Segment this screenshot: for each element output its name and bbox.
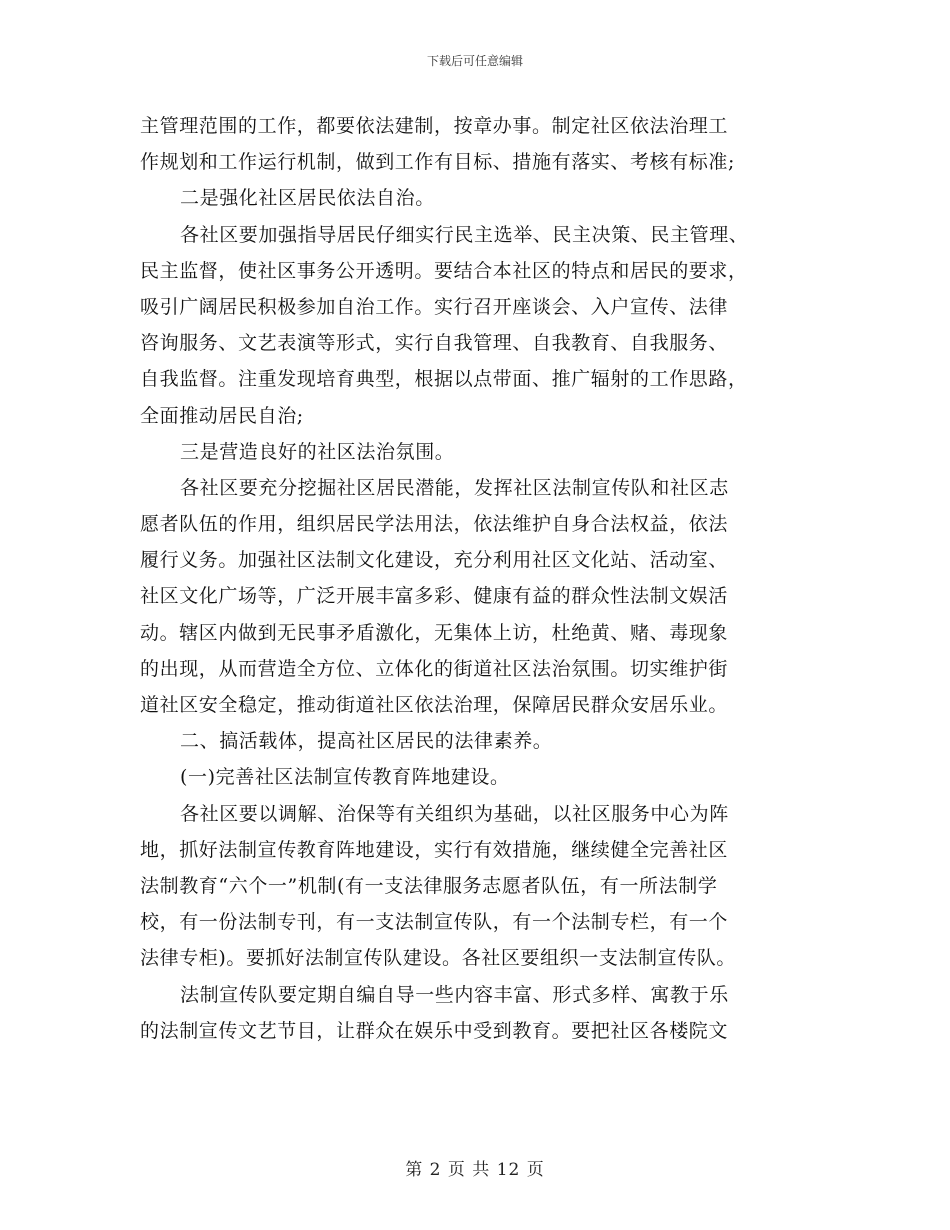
page-number: 第 2 页 共 12 页: [405, 1160, 545, 1180]
document-body: [140, 108, 810, 1049]
text-line: 作规划和工作运行机制，做到工作有目标、措施有落实、考核有标准;: [140, 151, 736, 174]
text-line: 自我监督。注重发现培育典型，根据以点带面、推广辐射的工作思路，: [140, 368, 748, 391]
text-line: 社区文化广场等，广泛开展丰富多彩、健康有益的群众性法制文娱活: [140, 585, 729, 608]
text-line: 法律专柜)。要抓好法制宣传队建设。各社区要组织一支法制宣传队。: [140, 947, 737, 970]
text-line: (一)完善社区法制宣传教育阵地建设。: [180, 766, 510, 789]
text-line: 各社区要加强指导居民仔细实行民主选举、民主决策、民主管理、: [180, 223, 749, 246]
text-line: 各社区要充分挖掘社区居民潜能，发挥社区法制宣传队和社区志: [180, 476, 729, 499]
text-line: 履行义务。加强社区法制文化建设，充分利用社区文化站、活动室、: [140, 549, 729, 572]
text-line: 民主监督，使社区事务公开透明。要结合本社区的特点和居民的要求，: [140, 259, 748, 282]
text-line: 校，有一份法制专刊，有一支法制宣传队，有一个法制专栏，有一个: [140, 911, 729, 934]
text-line: 主管理范围的工作，都要依法建制，按章办事。制定社区依法治理工: [140, 115, 729, 137]
text-line: 的出现，从而营造全方位、立体化的街道社区法治氛围。切实维护街: [140, 657, 729, 680]
text-line: 三是营造良好的社区法治氛围。: [180, 440, 455, 463]
text-line: 的法制宣传文艺节目，让群众在娱乐中受到教育。要把社区各楼院文: [140, 1019, 729, 1042]
text-line: 二是强化社区居民依法自治。: [180, 187, 435, 210]
text-line: 各社区要以调解、治保等有关组织为基础，以社区服务中心为阵: [180, 802, 729, 825]
text-line: 愿者队伍的作用，组织居民学法用法，依法维护自身合法权益，依法: [140, 513, 729, 536]
text-line: 吸引广阔居民积极参加自治工作。实行召开座谈会、入户宣传、法律: [140, 295, 729, 318]
text-line: 法制宣传队要定期自编自导一些内容丰富、形式多样、寓教于乐: [180, 983, 729, 1006]
text-line: 动。辖区内做到无民事矛盾激化，无集体上访，杜绝黄、赌、毒现象: [140, 621, 729, 644]
text-line: 地，抓好法制宣传教育阵地建设，实行有效措施，继续健全完善社区: [140, 838, 729, 861]
text-line: 全面推动居民自治;: [140, 404, 304, 427]
page-header: 下载后可任意编辑: [426, 54, 523, 68]
text-line: 道社区安全稳定，推动街道社区依法治理，保障居民群众安居乐业。: [140, 694, 729, 716]
text-line: 二、搞活载体，提高社区居民的法律素养。: [180, 730, 553, 753]
text-line: 法制教育“六个一”机制(有一支法律服务志愿者队伍，有一所法制学: [140, 874, 718, 897]
text-line: 咨询服务、文艺表演等形式，实行自我管理、自我教育、自我服务、: [140, 332, 729, 355]
